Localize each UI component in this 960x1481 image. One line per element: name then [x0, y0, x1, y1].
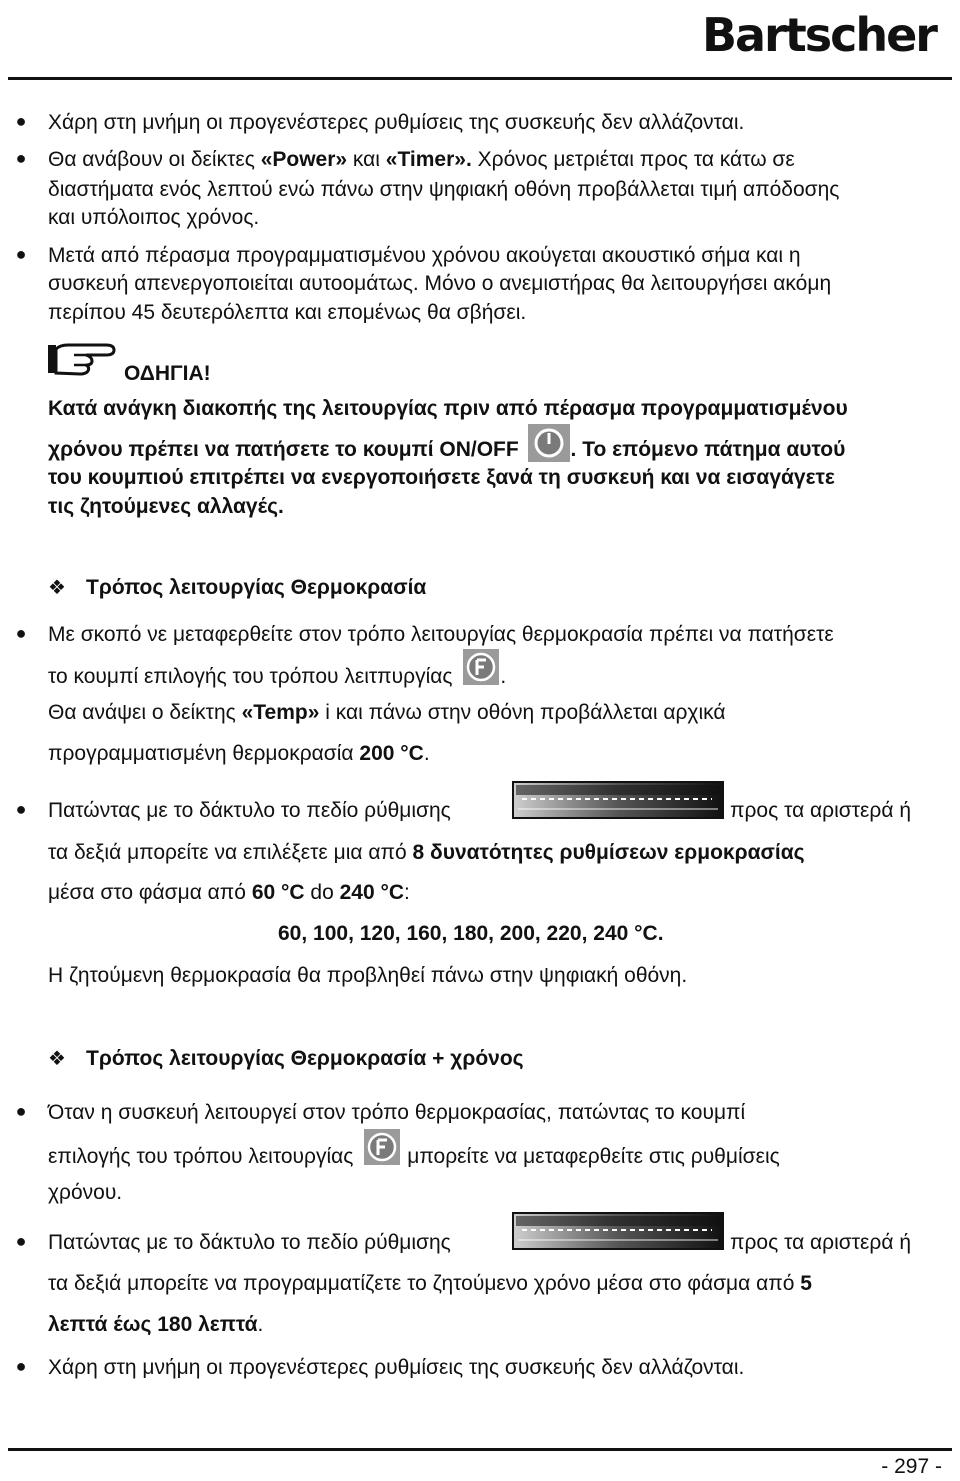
time-slider-line-3: λεπτά έως 180 λεπτά. — [48, 1313, 264, 1336]
bullet: ● — [15, 148, 27, 168]
memory-note-2: Χάρη στη μνήμη οι προγενέστερες ρυθμίσεις της συσκευής δεν αλλάζονται. — [48, 1356, 745, 1379]
note-title: ΟΔΗΓΙΑ! — [124, 362, 211, 385]
temp-slider-line-1-end: προς τα αριστερά ή — [730, 799, 912, 822]
time-mode-line-3: χρόνου. — [48, 1181, 123, 1204]
mode-select-f-icon — [462, 648, 500, 686]
section-temperature-heading: Τρόπος λειτουργίας Θερμοκρασία — [86, 576, 427, 599]
bullet: ● — [15, 111, 27, 131]
time-mode-line-2: επιλογής του τρόπου λειτουργίας μπορείτε να μεταφερθείτε στις ρυθμίσεις — [48, 1144, 780, 1170]
brand-logo: Bartscher — [701, 8, 936, 62]
time-slider-line-1: Πατώντας με το δάκτυλο το πεδίο ρύθμισης — [48, 1231, 451, 1254]
indicator-line-2: διαστήματα ενός λεπτού ενώ πάνω στην ψηφιακή οθόνη προβάλλεται τιμή απόδοσης — [48, 178, 840, 201]
temperature-values: 60, 100, 120, 160, 180, 200, 220, 240 °C. — [278, 922, 664, 945]
time-slider-line-2: τα δεξιά μπορείτε να προγραμματίζετε το ζητούμενο χρόνο μέσα στο φάσμα από 5 — [48, 1272, 812, 1295]
slider-field-icon — [512, 781, 724, 819]
temp-mode-line-4: προγραμματισμένη θερμοκρασία 200 °C. — [48, 742, 430, 765]
pointing-hand-icon — [46, 339, 126, 379]
footer-divider — [8, 1448, 952, 1451]
section-temperature-time-heading: Τρόπος λειτουργίας Θερμοκρασία + χρόνος — [86, 1047, 524, 1070]
bullet: ● — [15, 799, 27, 819]
indicator-line-3: και υπόλοιπος χρόνος. — [48, 206, 260, 229]
bullet: ● — [15, 1356, 27, 1376]
temp-mode-line-1: Με σκοπό νε μεταφερθείτε στον τρόπο λειτουργίας θερμοκρασία πρέπει να πατήσετε — [48, 623, 834, 646]
note-line-3: του κουμπιού επιτρέπει να ενεργοποιήσετε ξανά τη συσκευή και να εισαγάγετε — [48, 466, 835, 489]
slider-field-icon — [512, 1212, 724, 1250]
diamond-bullet-icon: ❖ — [48, 1048, 66, 1070]
memory-note: Χάρη στη μνήμη οι προγενέστερες ρυθμίσεις της συσκευής δεν αλλάζονται. — [48, 111, 745, 134]
temp-slider-line-1: Πατώντας με το δάκτυλο το πεδίο ρύθμισης — [48, 799, 451, 822]
bullet: ● — [15, 623, 27, 643]
time-mode-line-1: Όταν η συσκευή λειτουργεί στον τρόπο θερμοκρασίας, πατώντας το κουμπί — [48, 1101, 746, 1124]
time-slider-line-1-end: προς τα αριστερά ή — [730, 1231, 912, 1254]
temp-mode-line-2: το κουμπί επιλογής του τρόπου λειτπυργίας . — [48, 664, 506, 690]
note-line-1: Κατά ανάγκη διακοπής της λειτουργίας πριν από πέρασμα προγραμματισμένου — [48, 397, 848, 420]
timer-end-line-2: συσκευή απενεργοποιείται αυτοομάτως. Μόνο ο ανεμιστήρας θα λειτουργήσει ακόμη — [48, 272, 832, 295]
note-line-2: χρόνου πρέπει να πατήσετε το κουμπί ON/OFF . Το επόμενο πάτημα αυτού — [48, 437, 845, 463]
diamond-bullet-icon: ❖ — [48, 577, 66, 599]
temp-slider-line-3: μέσα στο φάσμα από 60 °C do 240 °C: — [48, 881, 410, 904]
bullet: ● — [15, 1231, 27, 1251]
temp-display-note: Η ζητούμενη θερμοκρασία θα προβληθεί πάνω στην ψηφιακή οθόνη. — [48, 964, 688, 987]
note-line-4: τις ζητούμενες αλλαγές. — [48, 495, 284, 518]
temp-mode-line-3: Θα ανάψει ο δείκτης «Temp» i και πάνω στην οθόνη προβάλλεται αρχικά — [48, 701, 726, 724]
timer-end-line-1: Μετά από πέρασμα προγραμματισμένου χρόνου ακούγεται ακουστικό σήμα και η — [48, 244, 801, 267]
bullet: ● — [15, 1101, 27, 1121]
indicator-line-1: Θα ανάβουν οι δείκτες «Power» και «Timer». Χρόνος μετριέται προς τα κάτω σε — [48, 148, 795, 171]
header-divider — [8, 77, 952, 80]
timer-end-line-3: περίπου 45 δευτερόλεπτα και επομένως θα σβήσει. — [48, 301, 527, 324]
temp-slider-line-2: τα δεξιά μπορείτε να επιλέξετε μια από 8 δυνατότητες ρυθμίσεων ερμοκρασίας — [48, 841, 805, 864]
bullet: ● — [15, 244, 27, 264]
mode-select-f-icon — [363, 1128, 401, 1166]
power-button-icon — [527, 423, 571, 463]
page-number: - 297 - — [881, 1455, 942, 1478]
